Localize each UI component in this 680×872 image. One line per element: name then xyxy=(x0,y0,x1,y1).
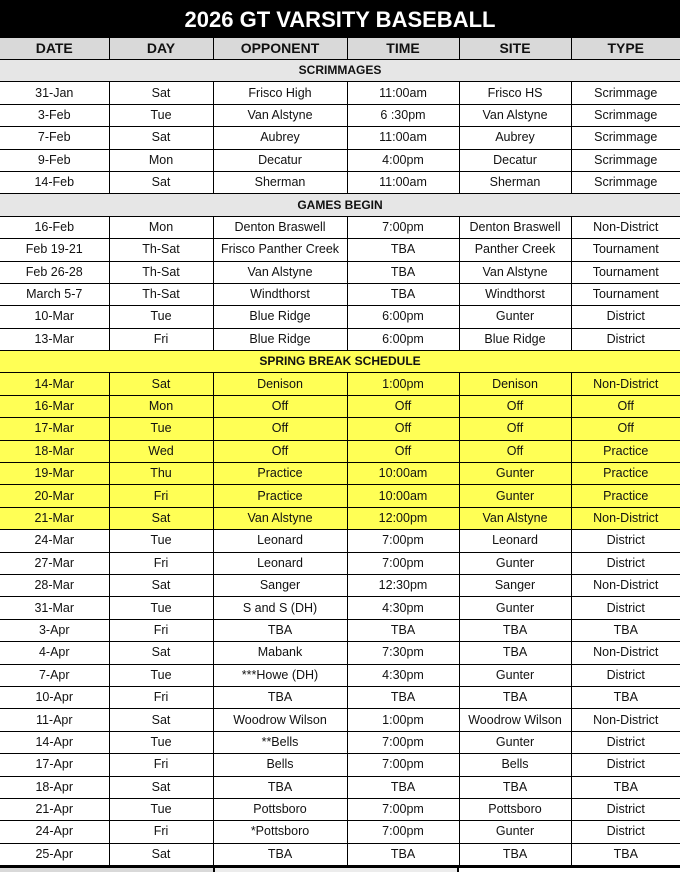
cell-type: TBA xyxy=(571,843,680,865)
cell-site: TBA xyxy=(459,619,571,641)
column-header-date: DATE xyxy=(0,38,109,60)
cell-type: Practice xyxy=(571,440,680,462)
cell-time: 6:00pm xyxy=(347,328,459,350)
section-label: GAMES BEGIN xyxy=(0,194,680,216)
cell-date: 4-Apr xyxy=(0,642,109,664)
cell-time: 6:00pm xyxy=(347,306,459,328)
cell-time: 4:00pm xyxy=(347,149,459,171)
table-row xyxy=(0,283,680,305)
column-header-site: SITE xyxy=(459,38,571,60)
cell-day: Th-Sat xyxy=(109,239,213,261)
cell-site: Denton Braswell xyxy=(459,216,571,238)
cell-date: 16-Mar xyxy=(0,395,109,417)
cell-day: Mon xyxy=(109,395,213,417)
cell-site: Off xyxy=(459,395,571,417)
cell-type: TBA xyxy=(571,776,680,798)
cell-site: Gunter xyxy=(459,463,571,485)
cell-day: Sat xyxy=(109,82,213,104)
cell-site: Gunter xyxy=(459,731,571,753)
cell-date: 21-Apr xyxy=(0,798,109,820)
cell-time: 7:00pm xyxy=(347,798,459,820)
cell-date: 14-Apr xyxy=(0,731,109,753)
cell-day: Fri xyxy=(109,686,213,708)
cell-site: Decatur xyxy=(459,149,571,171)
cell-date: 28-Mar xyxy=(0,574,109,596)
cell-site: Pottsboro xyxy=(459,798,571,820)
cell-day: Fri xyxy=(109,485,213,507)
cell-opponent: Sherman xyxy=(213,171,347,193)
cell-site: Aubrey xyxy=(459,127,571,149)
table-row xyxy=(0,642,680,664)
cell-type: Non-District xyxy=(571,507,680,529)
cell-site: Van Alstyne xyxy=(459,104,571,126)
cell-opponent: Leonard xyxy=(213,530,347,552)
cell-day: Th-Sat xyxy=(109,283,213,305)
table-row xyxy=(0,619,680,641)
cell-opponent: Decatur xyxy=(213,149,347,171)
cell-site: TBA xyxy=(459,686,571,708)
cell-opponent: Pottsboro xyxy=(213,798,347,820)
cell-date: 17-Apr xyxy=(0,754,109,776)
table-row xyxy=(0,440,680,462)
cell-time: 7:00pm xyxy=(347,821,459,843)
table-row xyxy=(0,798,680,820)
table-row xyxy=(0,373,680,395)
cell-time: Off xyxy=(347,440,459,462)
cell-time: 7:00pm xyxy=(347,216,459,238)
table-row xyxy=(0,216,680,238)
cell-site: Denison xyxy=(459,373,571,395)
cell-date: 13-Mar xyxy=(0,328,109,350)
cell-date: 27-Mar xyxy=(0,552,109,574)
cell-date: 11-Apr xyxy=(0,709,109,731)
cell-time: TBA xyxy=(347,261,459,283)
cell-time: TBA xyxy=(347,776,459,798)
table-row xyxy=(0,552,680,574)
cell-site: Blue Ridge xyxy=(459,328,571,350)
table-row xyxy=(0,306,680,328)
cell-opponent: Frisco Panther Creek xyxy=(213,239,347,261)
cell-opponent: Denison xyxy=(213,373,347,395)
cell-day: Tue xyxy=(109,731,213,753)
cell-type: District xyxy=(571,798,680,820)
cell-site: Gunter xyxy=(459,664,571,686)
cell-day: Sat xyxy=(109,171,213,193)
cell-time: TBA xyxy=(347,686,459,708)
section-label: SCRIMMAGES xyxy=(0,60,680,82)
cell-day: Fri xyxy=(109,619,213,641)
column-header-type: TYPE xyxy=(571,38,680,60)
next-row-middle-cell xyxy=(213,868,459,872)
cell-time: 7:30pm xyxy=(347,642,459,664)
cell-site: Bells xyxy=(459,754,571,776)
cell-type: Non-District xyxy=(571,709,680,731)
cell-date: 10-Apr xyxy=(0,686,109,708)
table-row xyxy=(0,709,680,731)
table-row xyxy=(0,574,680,596)
next-row-left-cell xyxy=(0,868,213,872)
table-row xyxy=(0,127,680,149)
cell-type: Tournament xyxy=(571,239,680,261)
cell-time: 7:00pm xyxy=(347,530,459,552)
cell-day: Th-Sat xyxy=(109,261,213,283)
table-row xyxy=(0,239,680,261)
table-row xyxy=(0,82,680,104)
cell-time: 11:00am xyxy=(347,82,459,104)
cell-site: Gunter xyxy=(459,306,571,328)
table-row xyxy=(0,149,680,171)
section-row xyxy=(0,60,680,82)
cell-date: 3-Feb xyxy=(0,104,109,126)
cell-site: Off xyxy=(459,418,571,440)
cell-day: Sat xyxy=(109,642,213,664)
cell-time: 10:00am xyxy=(347,463,459,485)
cell-date: 21-Mar xyxy=(0,507,109,529)
cell-date: 18-Apr xyxy=(0,776,109,798)
cell-site: Gunter xyxy=(459,821,571,843)
cell-day: Fri xyxy=(109,552,213,574)
cell-time: 7:00pm xyxy=(347,754,459,776)
cell-opponent: Blue Ridge xyxy=(213,306,347,328)
cell-time: Off xyxy=(347,395,459,417)
cell-day: Fri xyxy=(109,821,213,843)
cell-date: Feb 26-28 xyxy=(0,261,109,283)
cell-type: Off xyxy=(571,418,680,440)
cell-site: Gunter xyxy=(459,597,571,619)
cell-opponent: Practice xyxy=(213,463,347,485)
cell-time: TBA xyxy=(347,239,459,261)
cell-opponent: Off xyxy=(213,395,347,417)
cell-opponent: Van Alstyne xyxy=(213,507,347,529)
cell-day: Thu xyxy=(109,463,213,485)
cell-site: TBA xyxy=(459,843,571,865)
cell-time: 1:00pm xyxy=(347,373,459,395)
section-label: SPRING BREAK SCHEDULE xyxy=(0,351,680,373)
cell-type: District xyxy=(571,664,680,686)
cell-opponent: Windthorst xyxy=(213,283,347,305)
cell-opponent: Woodrow Wilson xyxy=(213,709,347,731)
cell-type: District xyxy=(571,731,680,753)
cell-opponent: TBA xyxy=(213,686,347,708)
section-row xyxy=(0,351,680,373)
cell-type: District xyxy=(571,530,680,552)
table-row xyxy=(0,597,680,619)
cell-type: Scrimmage xyxy=(571,149,680,171)
cell-site: Frisco HS xyxy=(459,82,571,104)
header-row xyxy=(0,38,680,60)
cell-day: Fri xyxy=(109,754,213,776)
schedule-body xyxy=(0,60,680,866)
cell-date: 19-Mar xyxy=(0,463,109,485)
cell-opponent: Denton Braswell xyxy=(213,216,347,238)
cell-type: TBA xyxy=(571,619,680,641)
cell-date: 16-Feb xyxy=(0,216,109,238)
cell-type: District xyxy=(571,597,680,619)
cell-day: Sat xyxy=(109,709,213,731)
cell-type: Off xyxy=(571,395,680,417)
cell-opponent: Practice xyxy=(213,485,347,507)
cell-opponent: *Pottsboro xyxy=(213,821,347,843)
cell-date: 9-Feb xyxy=(0,149,109,171)
cell-day: Tue xyxy=(109,798,213,820)
cell-site: Leonard xyxy=(459,530,571,552)
table-row xyxy=(0,843,680,865)
cell-site: Panther Creek xyxy=(459,239,571,261)
cell-date: 20-Mar xyxy=(0,485,109,507)
cell-opponent: Sanger xyxy=(213,574,347,596)
cell-site: Gunter xyxy=(459,552,571,574)
cell-opponent: **Bells xyxy=(213,731,347,753)
cell-type: Scrimmage xyxy=(571,171,680,193)
cell-type: Non-District xyxy=(571,216,680,238)
cell-opponent: TBA xyxy=(213,776,347,798)
cell-date: 3-Apr xyxy=(0,619,109,641)
cell-type: Practice xyxy=(571,463,680,485)
section-row xyxy=(0,194,680,216)
cell-type: Tournament xyxy=(571,261,680,283)
cell-site: Van Alstyne xyxy=(459,261,571,283)
cell-time: 7:00pm xyxy=(347,552,459,574)
cell-opponent: Leonard xyxy=(213,552,347,574)
cell-date: 7-Apr xyxy=(0,664,109,686)
cell-site: TBA xyxy=(459,776,571,798)
cell-type: District xyxy=(571,754,680,776)
cell-type: District xyxy=(571,821,680,843)
cell-time: 7:00pm xyxy=(347,731,459,753)
cell-type: District xyxy=(571,328,680,350)
cell-time: 4:30pm xyxy=(347,597,459,619)
cell-day: Sat xyxy=(109,574,213,596)
cell-time: 4:30pm xyxy=(347,664,459,686)
cell-time: 6 :30pm xyxy=(347,104,459,126)
cell-opponent: Off xyxy=(213,440,347,462)
cell-date: Feb 19-21 xyxy=(0,239,109,261)
table-row xyxy=(0,776,680,798)
cell-time: 11:00am xyxy=(347,171,459,193)
cell-day: Sat xyxy=(109,843,213,865)
cell-day: Tue xyxy=(109,306,213,328)
next-row-partial xyxy=(0,866,680,872)
cell-site: Sherman xyxy=(459,171,571,193)
cell-day: Tue xyxy=(109,104,213,126)
cell-opponent: Van Alstyne xyxy=(213,104,347,126)
cell-site: Woodrow Wilson xyxy=(459,709,571,731)
cell-opponent: Van Alstyne xyxy=(213,261,347,283)
cell-type: Scrimmage xyxy=(571,82,680,104)
table-row xyxy=(0,731,680,753)
cell-date: 25-Apr xyxy=(0,843,109,865)
column-header-day: DAY xyxy=(109,38,213,60)
cell-date: 24-Apr xyxy=(0,821,109,843)
table-row xyxy=(0,664,680,686)
cell-site: Sanger xyxy=(459,574,571,596)
cell-day: Mon xyxy=(109,149,213,171)
cell-date: 31-Jan xyxy=(0,82,109,104)
cell-date: 7-Feb xyxy=(0,127,109,149)
cell-day: Mon xyxy=(109,216,213,238)
cell-opponent: Bells xyxy=(213,754,347,776)
cell-opponent: Blue Ridge xyxy=(213,328,347,350)
cell-date: March 5-7 xyxy=(0,283,109,305)
cell-time: TBA xyxy=(347,619,459,641)
cell-type: TBA xyxy=(571,686,680,708)
table-row xyxy=(0,395,680,417)
cell-day: Sat xyxy=(109,127,213,149)
cell-time: 10:00am xyxy=(347,485,459,507)
cell-date: 31-Mar xyxy=(0,597,109,619)
cell-time: 1:00pm xyxy=(347,709,459,731)
cell-day: Fri xyxy=(109,328,213,350)
cell-type: District xyxy=(571,306,680,328)
table-row xyxy=(0,261,680,283)
table-row xyxy=(0,530,680,552)
cell-opponent: Off xyxy=(213,418,347,440)
schedule-title: 2026 GT VARSITY BASEBALL xyxy=(0,0,680,38)
table-row xyxy=(0,686,680,708)
cell-time: TBA xyxy=(347,283,459,305)
cell-day: Wed xyxy=(109,440,213,462)
cell-opponent: TBA xyxy=(213,843,347,865)
cell-time: TBA xyxy=(347,843,459,865)
cell-date: 10-Mar xyxy=(0,306,109,328)
column-header-time: TIME xyxy=(347,38,459,60)
cell-date: 24-Mar xyxy=(0,530,109,552)
cell-type: Non-District xyxy=(571,574,680,596)
cell-type: District xyxy=(571,552,680,574)
cell-site: Van Alstyne xyxy=(459,507,571,529)
cell-site: Off xyxy=(459,440,571,462)
cell-day: Tue xyxy=(109,664,213,686)
table-row xyxy=(0,821,680,843)
cell-type: Non-District xyxy=(571,642,680,664)
cell-type: Practice xyxy=(571,485,680,507)
cell-site: TBA xyxy=(459,642,571,664)
cell-day: Sat xyxy=(109,776,213,798)
cell-type: Non-District xyxy=(571,373,680,395)
table-row xyxy=(0,328,680,350)
cell-date: 14-Feb xyxy=(0,171,109,193)
cell-day: Tue xyxy=(109,418,213,440)
column-header-opponent: OPPONENT xyxy=(213,38,347,60)
cell-type: Tournament xyxy=(571,283,680,305)
cell-date: 18-Mar xyxy=(0,440,109,462)
cell-type: Scrimmage xyxy=(571,104,680,126)
cell-site: Windthorst xyxy=(459,283,571,305)
table-row xyxy=(0,463,680,485)
cell-opponent: ***Howe (DH) xyxy=(213,664,347,686)
cell-opponent: Mabank xyxy=(213,642,347,664)
cell-time: 11:00am xyxy=(347,127,459,149)
cell-time: 12:30pm xyxy=(347,574,459,596)
table-row xyxy=(0,754,680,776)
cell-time: 12:00pm xyxy=(347,507,459,529)
cell-opponent: Aubrey xyxy=(213,127,347,149)
cell-day: Sat xyxy=(109,373,213,395)
schedule-table xyxy=(0,38,680,866)
table-row xyxy=(0,171,680,193)
cell-day: Tue xyxy=(109,597,213,619)
cell-opponent: Frisco High xyxy=(213,82,347,104)
cell-time: Off xyxy=(347,418,459,440)
table-row xyxy=(0,507,680,529)
cell-date: 14-Mar xyxy=(0,373,109,395)
cell-day: Tue xyxy=(109,530,213,552)
table-row xyxy=(0,485,680,507)
table-row xyxy=(0,104,680,126)
cell-date: 17-Mar xyxy=(0,418,109,440)
cell-site: Gunter xyxy=(459,485,571,507)
cell-opponent: S and S (DH) xyxy=(213,597,347,619)
cell-day: Sat xyxy=(109,507,213,529)
cell-opponent: TBA xyxy=(213,619,347,641)
cell-type: Scrimmage xyxy=(571,127,680,149)
table-row xyxy=(0,418,680,440)
